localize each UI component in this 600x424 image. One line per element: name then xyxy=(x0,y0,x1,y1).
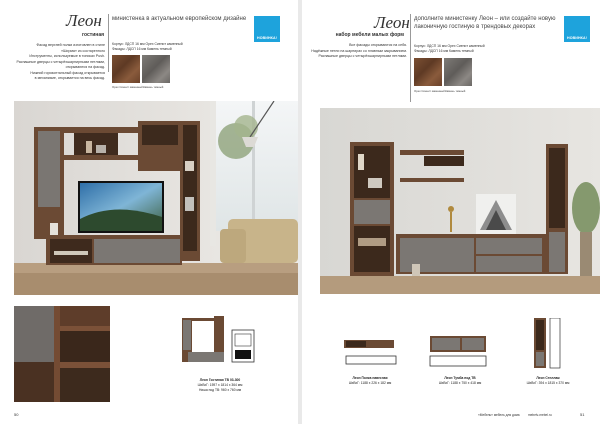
wall-unit-drawings xyxy=(178,316,258,366)
right-divider xyxy=(410,14,411,102)
product-name: Леон Тумба под ТВ xyxy=(444,376,476,380)
stone-swatch xyxy=(444,58,472,86)
left-tagline: министенка в актуальном европейском дизайне xyxy=(112,16,247,22)
stone-swatch-label: Камень темный xyxy=(445,89,466,93)
left-interior-photo xyxy=(14,101,298,295)
wall-shelf-thumbnail xyxy=(342,332,398,368)
left-description xyxy=(4,43,105,82)
furniture-set-illustration xyxy=(320,108,600,294)
left-subtitle: гостиная xyxy=(82,32,105,38)
walnut-swatch-label: Орех Сиенит каменный xyxy=(414,89,445,93)
right-description xyxy=(306,43,407,60)
desc-line: Распашные дверцы с четырёхшарнирными петлями. xyxy=(318,54,407,59)
product-name: Леон Гостиная ТВ 03-300 xyxy=(199,378,241,382)
right-title: Леон xyxy=(374,13,410,32)
wall-shelf-drawing xyxy=(342,332,398,368)
bookcase-thumbnail xyxy=(532,318,562,370)
desc-line: Фасад верхней полки изготовлен в стиле xyxy=(36,43,105,47)
desc-line: Распашные дверцы с четырёхшарнирными петлями, xyxy=(16,59,105,64)
product-name: Леон Стеллаж xyxy=(536,376,560,380)
desc-line: Надёжные петли на шарнирах со плавным закрыванием. xyxy=(311,48,407,53)
product-dimensions: ШхВхГ: 394 х 1815 х 370 мм xyxy=(526,380,570,385)
right-specs xyxy=(414,44,524,54)
left-detail-photo xyxy=(14,306,110,402)
left-title: Леон xyxy=(66,11,102,30)
desc-line: открываются на фасад. xyxy=(65,65,105,70)
bookcase-drawing xyxy=(532,318,562,370)
shelf-detail-illustration xyxy=(14,306,110,402)
desc-line: «Ширма» из состаренного xyxy=(61,48,105,53)
living-room-illustration xyxy=(14,101,298,295)
walnut-swatch-label: Орех Сиенит каменный xyxy=(112,85,143,89)
stone-swatch xyxy=(142,55,170,83)
spec-line: Корпус: ЛДСП 16 мм Орех Сиенит каменный xyxy=(112,42,183,46)
spec-line: Корпус: ЛДСП 16 мм Орех Сиенит каменный xyxy=(414,44,485,48)
tv-stand-caption xyxy=(420,376,500,386)
walnut-swatch xyxy=(414,58,442,86)
wall-shelf-caption xyxy=(330,376,410,386)
left-new-badge: НОВИНКА! xyxy=(254,16,280,42)
product-dimensions: ШхВхГ: 1188 х 226 х 182 мм xyxy=(348,380,392,385)
tv-stand-thumbnail xyxy=(428,332,490,368)
product-dimensions: ШхВхГ: 1597 х 1814 х 364 мм xyxy=(197,382,243,387)
product-dimensions: ШхВхГ: 1188 х 750 х 418 мм xyxy=(438,380,482,385)
tv-stand-drawing xyxy=(428,332,490,368)
walnut-swatch xyxy=(112,55,140,83)
right-subtitle: набор мебели малых форм xyxy=(335,32,404,38)
footer-label: «Мебель» мебель для дома xyxy=(478,413,520,417)
left-divider xyxy=(108,14,109,72)
right-tagline: дополните министенку Леон – или создайте новую лаконичную гостиную в трендовых декорах xyxy=(414,16,556,30)
left-page xyxy=(0,0,298,424)
desc-line: Инструменты, используемые в тониках Push. xyxy=(29,54,105,59)
left-page-number: 50 xyxy=(14,412,19,417)
right-page xyxy=(302,0,600,424)
desc-line: Все фасады открываются на себя. xyxy=(349,43,407,47)
spec-line: Фасады: ЛДСП 16 мм Камень темный xyxy=(112,47,172,52)
stone-swatch-label: Камень темный xyxy=(143,85,164,89)
desc-line: в механизме, открывается на весь фасад. xyxy=(34,76,105,81)
desc-line: Нижний горизонтальный фасад открывается xyxy=(30,70,105,75)
product-name: Леон Полка навесная xyxy=(352,376,388,380)
bookcase-caption xyxy=(508,376,588,386)
left-specs xyxy=(112,42,222,52)
footer-site: mebelv-mebel.ru xyxy=(528,413,552,417)
left-product-caption xyxy=(180,378,260,393)
right-page-number: 51 xyxy=(580,412,585,417)
right-interior-photo xyxy=(320,108,600,294)
right-new-badge: НОВИНКА! xyxy=(564,16,590,42)
product-tv-niche: Ниша под ТВ: 960 х 760 мм xyxy=(199,387,241,392)
spec-line: Фасады: ЛДСП 16 мм Камень темный xyxy=(414,49,474,54)
left-product-thumbnail xyxy=(178,316,258,366)
